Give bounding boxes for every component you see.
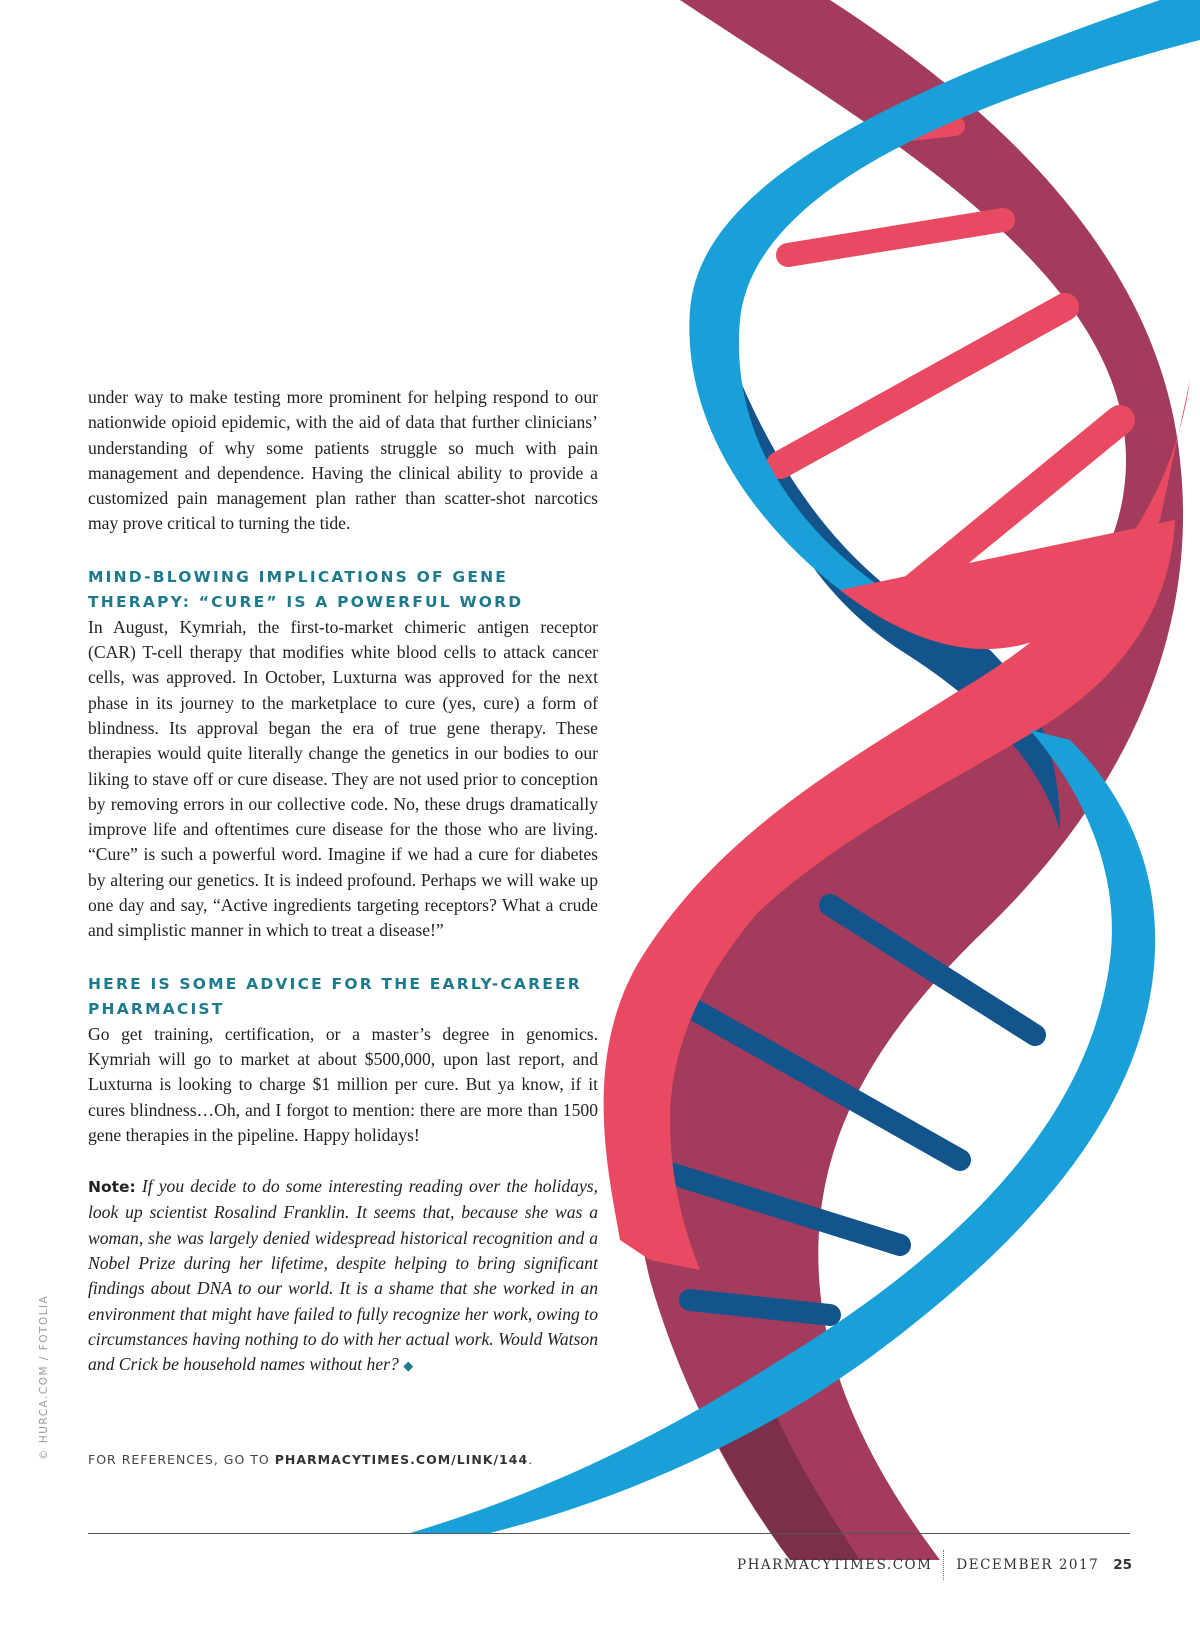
gene-therapy-paragraph: In August, Kymriah, the first-to-market chimeric antigen receptor (CAR) T-cell therapy that modifies white blood cells to attack cancer cells, was approved. In October, Luxturna was approved for the next phase in its journey to the marketplace to cure (yes, cure) a form of blindness. Its approval began the era of true gene therapy. These therapies would quite literally change the genetics in our bodies to our liking to stave off or cure disease. They are not used prior to conception by removing errors in our collective code. No, these drugs dramatically improve life and oftentimes cure disease for the those who are living. “Cure” is such a powerful word. Imagine if we had a cure for diabetes by altering our genetics. It is indeed profound. Perhaps we will wake up one day and say, “Active ingredients targeting receptors? What a crude and simplistic manner in which to treat a disease!” [88, 616, 598, 941]
helix-rungs-red [780, 126, 1120, 600]
note-label: Note: [88, 1178, 136, 1197]
article-column [88, 385, 598, 1379]
note-paragraph [88, 1174, 598, 1378]
section-heading-gene-therapy: MIND-BLOWING IMPLICATIONS OF GENE THERAPY: “CURE” IS A POWERFUL WORD [88, 567, 524, 611]
references-prefix: FOR REFERENCES, GO TO [88, 1452, 275, 1467]
end-mark-icon: ◆ [403, 1358, 414, 1374]
intro-paragraph: under way to make testing more prominent for helping respond to our nationwide opioid epidemic, with the aid of data that further clinicians’ understanding of why some patients struggle so much with pain management and dependence. Having the clinical ability to provide a customized pain management plan rather than scatter-shot narcotics may prove critical to turning the tide. [88, 387, 598, 534]
references-link[interactable]: PHARMACYTIMES.COM/LINK/144 [274, 1452, 529, 1467]
footer-site: PHARMACYTIMES.COM [737, 1557, 933, 1573]
footer-separator [943, 1550, 945, 1580]
section-heading-advice: HERE IS SOME ADVICE FOR THE EARLY-CAREER PHARMACIST [88, 974, 582, 1018]
photo-credit: © HURCA.COM / FOTOLIA [38, 1294, 50, 1460]
page-number: 25 [1113, 1557, 1132, 1573]
footer-issue: DECEMBER 2017 [956, 1557, 1100, 1573]
references-line [88, 1452, 533, 1467]
footer-divider [88, 1533, 1130, 1534]
references-suffix: . [528, 1452, 534, 1467]
advice-paragraph: Go get training, certification, or a master’s degree in genomics. Kymriah will go to market at about $500,000, upon last report, and Luxturna is looking to charge $1 million per cure. But ya know, if it cures blindness…Oh, and I forgot to mention: there are more than 1500 gene therapies in the pipeline. Happy holidays! [88, 1023, 598, 1145]
page-footer [737, 1550, 1132, 1580]
note-text: If you decide to do some interesting reading over the holidays, look up scientist Rosalind Franklin. It seems that, because she was a woman, she was largely denied widespread historical recognition and a Nobel Prize during her lifetime, despite helping to bring significant findings about DNA to our world. It is a shame that she worked in an environment that might have failed to fully recognize her work, owing to circumstances having nothing to do with her actual work. Would Watson and Crick be household names without her? [88, 1176, 598, 1375]
